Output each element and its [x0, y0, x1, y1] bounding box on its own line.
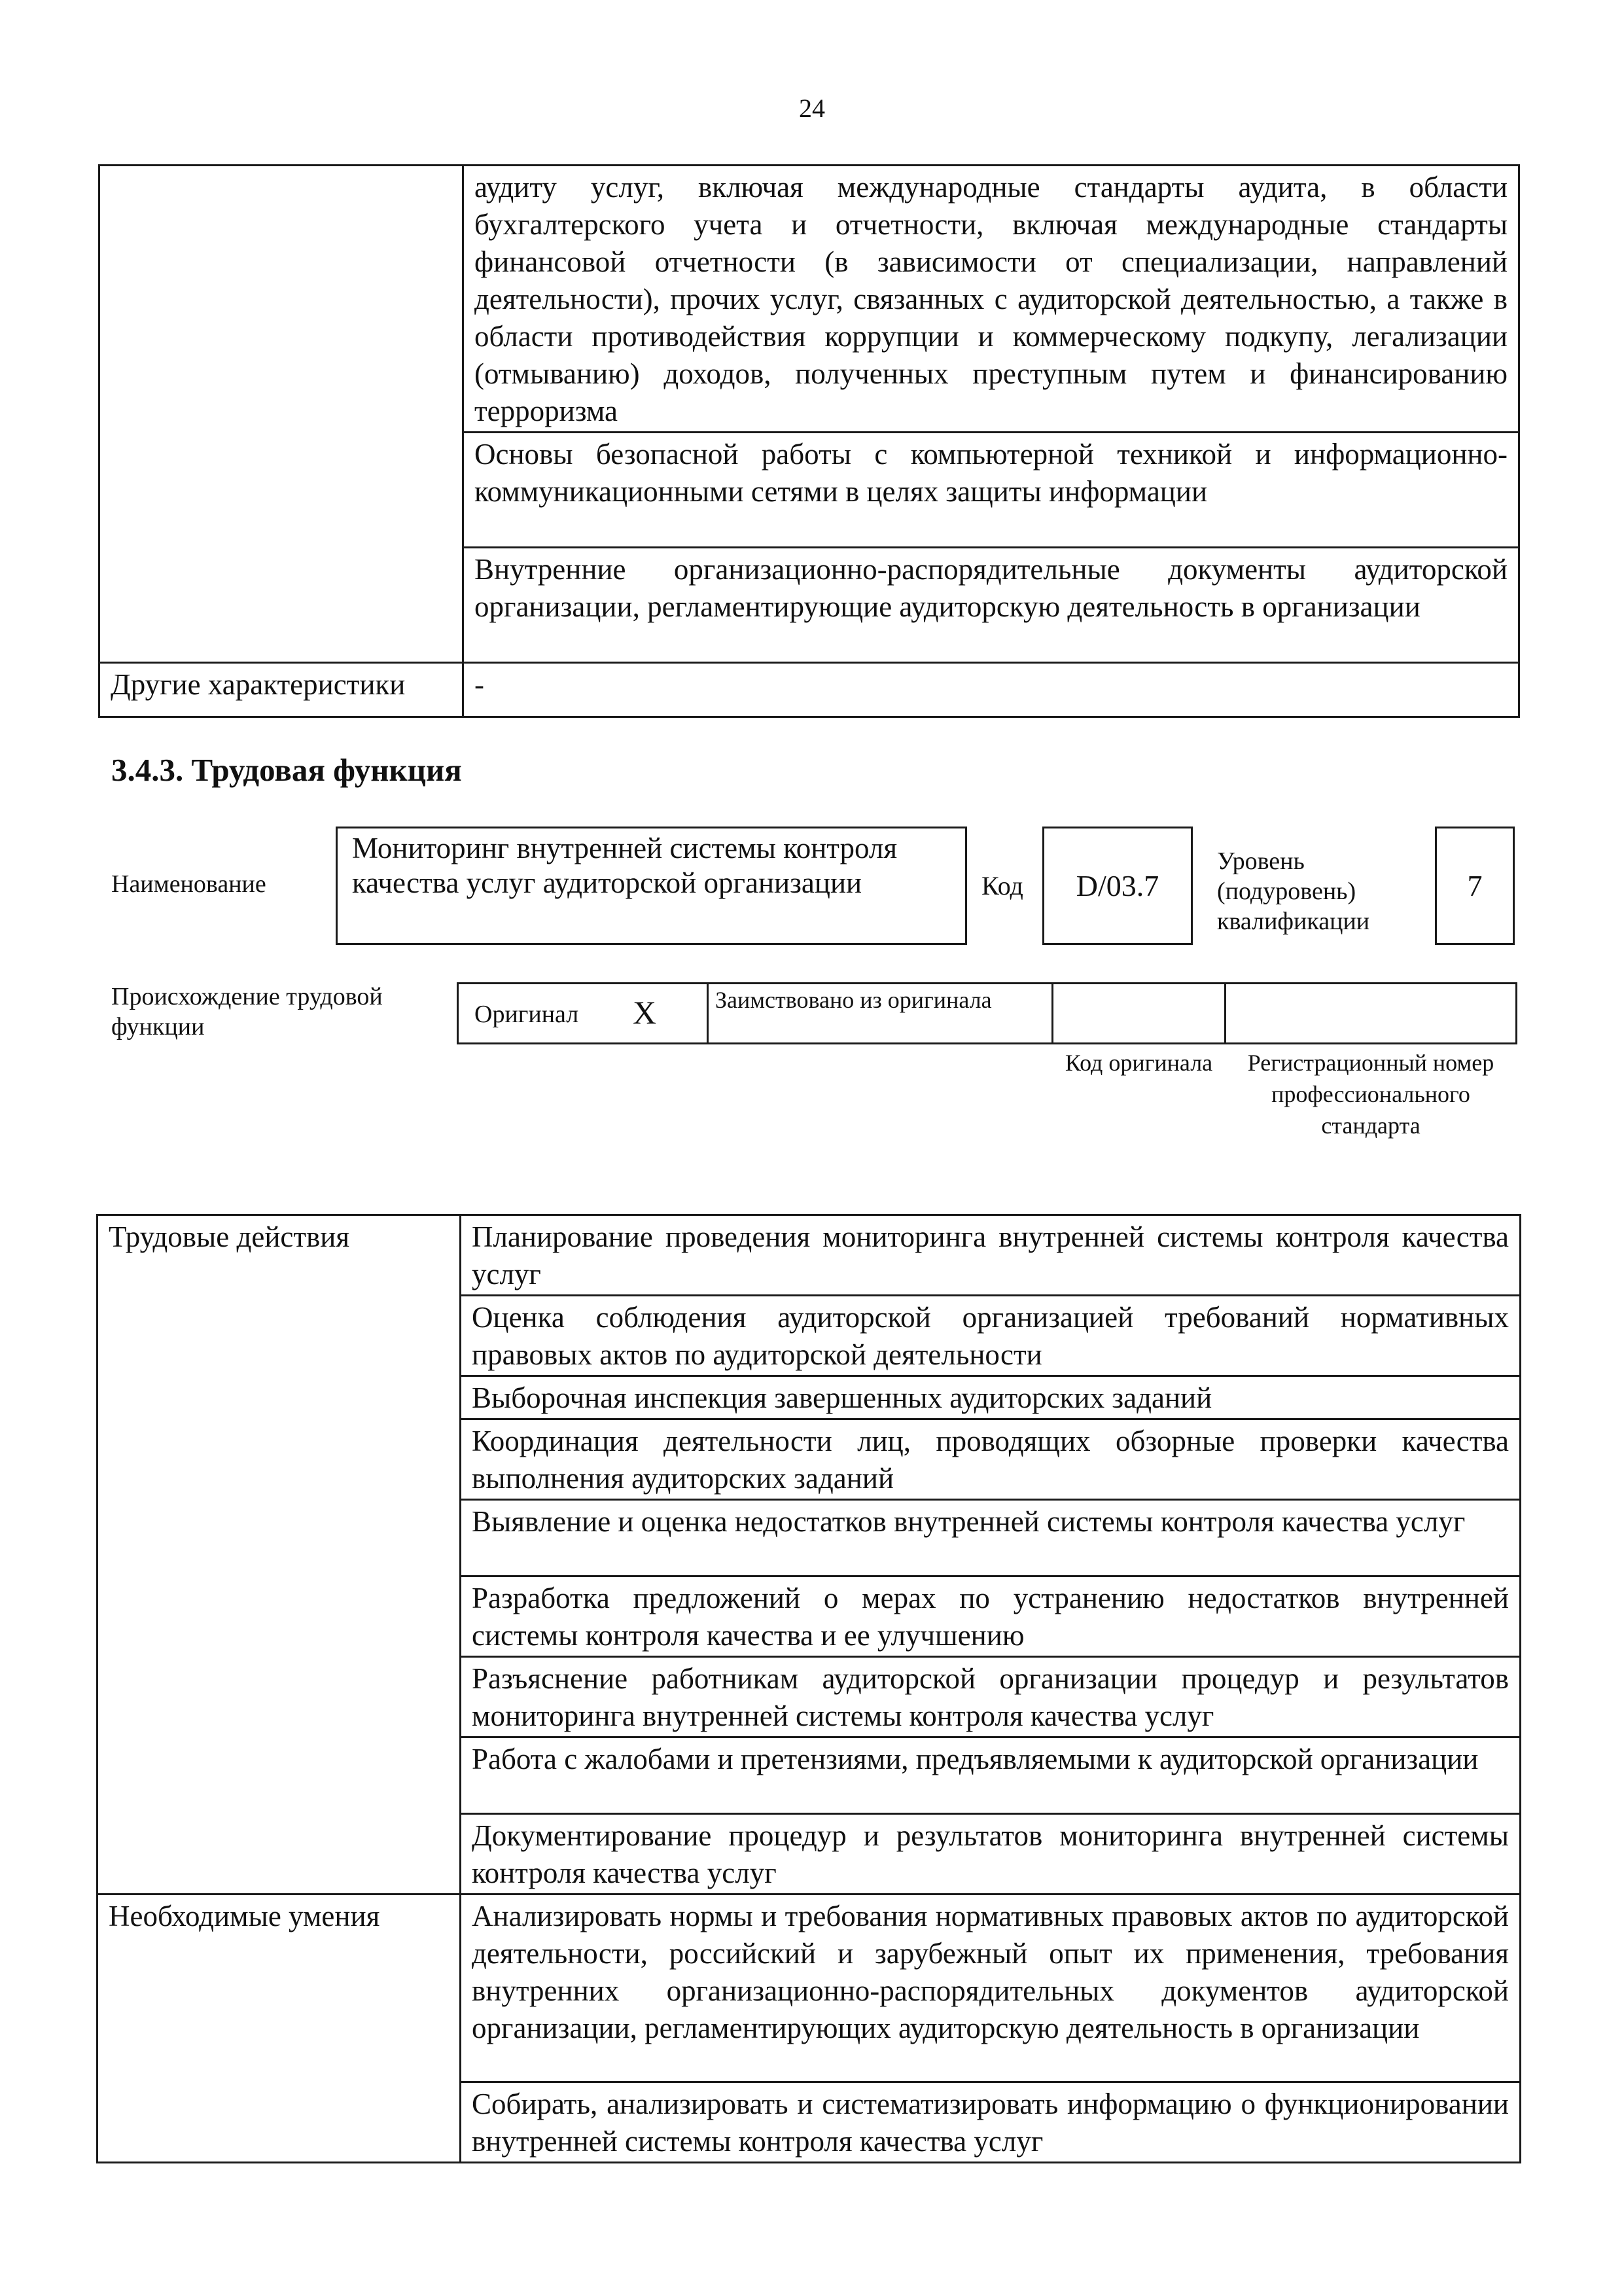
- reg-number-caption: Регистрационный номер профессионального стандарта: [1247, 1050, 1494, 1139]
- skill-item: Анализировать нормы и требования нормативных правовых актов по аудиторской деятельности, российский и зарубежный опыт их применения, требования внутренних организационно-распорядительных документов аудиторской организации, регламентирующих аудиторскую деятельность в организации: [461, 1895, 1521, 2082]
- borrowed-label: Заимствовано из оригинала: [715, 987, 992, 1013]
- other-characteristics-value: -: [463, 663, 1519, 717]
- original-label: Оригинал: [474, 1001, 579, 1028]
- labor-action-item: Выборочная инспекция завершенных аудиторских заданий: [461, 1376, 1521, 1419]
- labor-action-item: Координация деятельности лиц, проводящих обзорные проверки качества выполнения аудиторских заданий: [461, 1419, 1521, 1500]
- skills-label: Необходимые умения: [97, 1895, 461, 2163]
- code-label: Код: [981, 871, 1023, 900]
- name-box: [336, 827, 967, 945]
- code-original-box: [1051, 982, 1226, 1044]
- labor-action-item: Документирование процедур и результатов мониторинга внутренней системы контроля качества услуг: [461, 1814, 1521, 1895]
- table-row: [97, 1895, 1521, 2082]
- level-label: Уровень (подуровень) квалификации: [1217, 847, 1370, 935]
- knowledge-item: аудиту услуг, включая международные стандарты аудита, в области бухгалтерского учета и отчетности, включая международные стандарты финансовой отчетности (в зависимости от специализации, направлений деятельности), прочих услуг, связанных с аудиторской деятельностью, а также в области противодействия коррупции и коммерческому подкупу, легализации (отмыванию) доходов, полученных преступным путем и финансированию терроризма: [463, 166, 1519, 433]
- labor-action-item: Планирование проведения мониторинга внутренней системы контроля качества услуг: [461, 1215, 1521, 1296]
- labor-action-item: Оценка соблюдения аудиторской организацией требований нормативных правовых актов по аудиторской деятельности: [461, 1296, 1521, 1376]
- level-value: 7: [1467, 869, 1483, 902]
- labor-action-item: Разъяснение работникам аудиторской организации процедур и результатов мониторинга внутренней системы контроля качества услуг: [461, 1657, 1521, 1737]
- labor-action-item: Выявление и оценка недостатков внутренней системы контроля качества услуг: [461, 1500, 1521, 1576]
- table-row: [97, 1215, 1521, 1296]
- knowledge-item: Основы безопасной работы с компьютерной техникой и информационно-коммуникационными сетями в целях защиты информации: [463, 433, 1519, 548]
- original-box: [457, 982, 709, 1044]
- level-box: [1435, 827, 1515, 945]
- page-number: 24: [799, 94, 825, 123]
- table-row: [99, 663, 1519, 717]
- code-box: [1042, 827, 1193, 945]
- original-mark: X: [633, 994, 657, 1031]
- origin-label: Происхождение трудовой функции: [111, 983, 383, 1041]
- other-characteristics-label: Другие характеристики: [99, 663, 463, 717]
- skill-item: Собирать, анализировать и систематизировать информацию о функционировании внутренней системы контроля качества услуг: [461, 2082, 1521, 2163]
- row-label-cell: [99, 166, 463, 663]
- labor-function-table: [96, 1214, 1521, 2163]
- reg-number-box: [1224, 982, 1517, 1044]
- borrowed-box: [707, 982, 1053, 1044]
- knowledge-continuation-table: [98, 164, 1520, 718]
- knowledge-item: Внутренние организационно-распорядительные документы аудиторской организации, регламентирующие аудиторскую деятельность в организации: [463, 548, 1519, 663]
- name-label: Наименование: [111, 870, 266, 898]
- labor-actions-label: Трудовые действия: [97, 1215, 461, 1895]
- table-row: [99, 166, 1519, 433]
- labor-action-item: Работа с жалобами и претензиями, предъявляемыми к аудиторской организации: [461, 1737, 1521, 1814]
- name-value: Мониторинг внутренней системы контроля качества услуг аудиторской организации: [352, 832, 898, 899]
- code-original-caption: Код оригинала: [1065, 1050, 1213, 1076]
- code-value: D/03.7: [1076, 869, 1159, 902]
- labor-action-item: Разработка предложений о мерах по устранению недостатков внутренней системы контроля качества и ее улучшению: [461, 1576, 1521, 1657]
- section-heading: 3.4.3. Трудовая функция: [111, 752, 462, 788]
